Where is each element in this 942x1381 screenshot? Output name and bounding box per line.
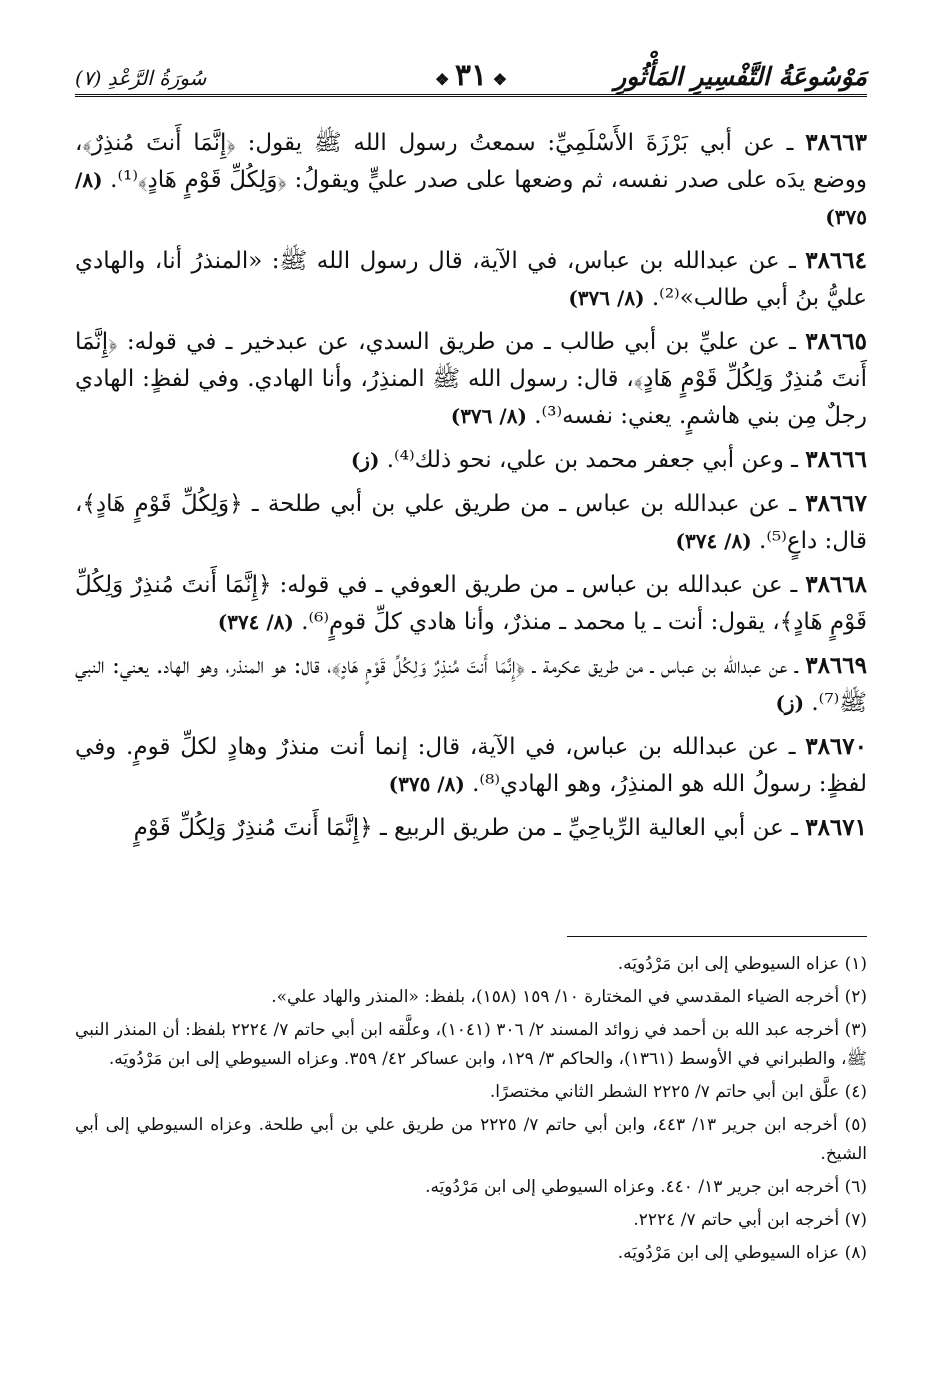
entry-reference: (٨/ ٣٧٦)	[450, 404, 527, 428]
entry	[75, 242, 867, 317]
entry	[75, 323, 867, 435]
ornament-icon: ❖	[434, 70, 455, 89]
entry	[75, 647, 867, 722]
entry-reference: (٨/ ٣٧٤)	[675, 529, 752, 553]
ornament-icon: ❖	[487, 70, 508, 89]
entry	[75, 809, 867, 847]
entry	[75, 124, 867, 236]
surah-title: سُورَةُ الرَّعْدِ (٧)	[75, 66, 207, 90]
entry-text: ـ عن عبدالله بن عباس ـ من طريق العوفي ـ في قوله: ﴿إِنَّمَا أَنتَ مُنذِرٌ وَلِكُلِّ قَوْمٍ هَادٍ﴾، يقول: أنت ـ يا محمد ـ منذرٌ، وأنا هادي كلِّ قومٍ⁽⁶⁾.	[75, 572, 867, 635]
footnote: (٥) أخرجه ابن جرير ١٣/ ٤٤٣، وابن أبي حاتم ٧/ ٢٢٢٥ من طريق علي بن أبي طلحة. وعزاه السيوطي إلى أبي الشيخ.	[75, 1115, 867, 1164]
entry-reference: (٨/ ٣٧٦)	[568, 286, 645, 310]
entry-number: ٣٨٦٦٣	[805, 129, 868, 156]
entry-text: ـ عن عليِّ بن أبي طالب ـ من طريق السدي، عن عبدخير ـ في قوله: ﴿إِنَّمَا أَنتَ مُنذِرٌ وَلِكُلِّ قَوْمٍ هَادٍ﴾، قال: رسول الله ﷺ المنذِرُ، وأنا الهادي. وفي لفظٍ: الهادي رجلٌ مِن بني هاشمٍ. يعني: نفسه⁽³⁾.	[75, 329, 867, 429]
footnote: (١) عزاه السيوطي إلى ابن مَرْدُويَه.	[617, 954, 867, 974]
entry	[75, 441, 867, 479]
page-number	[395, 58, 547, 93]
entry-number: ٣٨٦٦٩	[805, 652, 867, 679]
entry-text: ـ عن عبدالله بن عباس، في الآية، قال رسول الله ﷺ: «المنذرُ أنا، والهادي عليُّ بنُ أبي طالب»⁽²⁾.	[75, 248, 867, 311]
entry-text: ـ عن عبدالله بن عباس ـ من طريق علي بن أبي طلحة ـ ﴿وَلِكُلِّ قَوْمٍ هَادٍ﴾، قال: داعٍ⁽⁵⁾.	[75, 491, 867, 554]
footnote-divider	[567, 936, 867, 937]
entry-number: ٣٨٦٦٧	[805, 490, 868, 517]
book-title: مَوْسُوعَةُ التَّفْسِيرِ المَأْثُورِ	[614, 62, 867, 91]
entry-reference: (ز)	[350, 448, 380, 472]
entry-text: ـ عن عبدالله بن عباس ـ من طريق عكرمة ـ ﴿إِنَّمَا أَنتَ مُنذِرٌ وَلِكُلِّ قَوْمٍ هَادٍ﴾، قال: هو المنذر، وهو الهاد. يعني: النبي ﷺ⁽⁷⁾.	[75, 653, 867, 716]
footnote: (٣) أخرجه عبد الله بن أحمد في زوائد المسند ٢/ ٣٠٦ (١٠٤١)، وعلَّقه ابن أبي حاتم ٧/ ٢٢٢٤ بلفظ: أن المنذر النبي ﷺ، والطبراني في الأوسط (١٣٦١)، والحاكم ٣/ ١٢٩، وابن عساكر ٤٢/ ٣٥٩. وعزاه السيوطي إلى ابن مَرْدُويَه.	[75, 1020, 867, 1069]
entry-reference: (٨/ ٣٧٥)	[388, 772, 465, 796]
footnote: (٦) أخرجه ابن جرير ١٣/ ٤٤٠. وعزاه السيوطي إلى ابن مَرْدُويَه.	[425, 1177, 867, 1197]
entry-number: ٣٨٦٧٠	[805, 733, 867, 760]
entry	[75, 485, 867, 560]
entry-text: ـ عن أبي العالية الرِّياحِيِّ ـ من طريق الربيع ـ ﴿إِنَّمَا أَنتَ مُنذِرٌ وَلِكُلِّ قَوْمٍ	[133, 815, 798, 841]
page-number-text: ٣١	[454, 58, 488, 93]
header-rule	[75, 94, 867, 97]
footnotes	[75, 950, 867, 1272]
main-text	[75, 124, 867, 853]
footnote: (٨) عزاه السيوطي إلى ابن مَرْدُويَه.	[617, 1243, 867, 1263]
entry-text: ـ وعن أبي جعفر محمد بن علي، نحو ذلك⁽⁴⁾.	[386, 447, 798, 473]
entry-reference: (٨/ ٣٧٥)	[75, 168, 867, 229]
entry-number: ٣٨٦٦٨	[805, 571, 867, 598]
entry	[75, 566, 867, 641]
footnote: (٢) أخرجه الضياء المقدسي في المختارة ١٠/ ١٥٩ (١٥٨)، بلفظ: «المنذر والهاد علي».	[271, 987, 867, 1007]
entry-text: ـ عن عبدالله بن عباس، في الآية، قال: إنما أنت منذرٌ وهادٍ لكلِّ قومٍ. وفي لفظٍ: رسولُ الله هو المنذِرُ، وهو الهادي⁽⁸⁾.	[75, 734, 867, 797]
entry-reference: (ز)	[775, 691, 805, 715]
entry-number: ٣٨٦٦٤	[805, 247, 867, 274]
footnote: (٤) علَّق ابن أبي حاتم ٧/ ٢٢٢٥ الشطر الثاني مختصرًا.	[489, 1082, 867, 1102]
entry-number: ٣٨٦٦٦	[805, 446, 867, 473]
entry-text: ـ عن أبي بَرْزَةَ الأَسْلَمِيِّ: سمعتُ رسول الله ﷺ يقول: ﴿إِنَّمَا أَنتَ مُنذِرٌ﴾، ووضع يدَه على صدر نفسه، ثم وضعها على صدر عليٍّ ويقولُ: ﴿وَلِكُلِّ قَوْمٍ هَادٍ﴾⁽¹⁾.	[75, 130, 867, 193]
entry-number: ٣٨٦٧١	[805, 814, 867, 841]
entry-number: ٣٨٦٦٥	[805, 328, 868, 355]
page-header	[75, 58, 867, 104]
entry-reference: (٨/ ٣٧٤)	[217, 610, 294, 634]
entry	[75, 728, 867, 803]
footnote: (٧) أخرجه ابن أبي حاتم ٧/ ٢٢٢٤.	[633, 1210, 867, 1230]
